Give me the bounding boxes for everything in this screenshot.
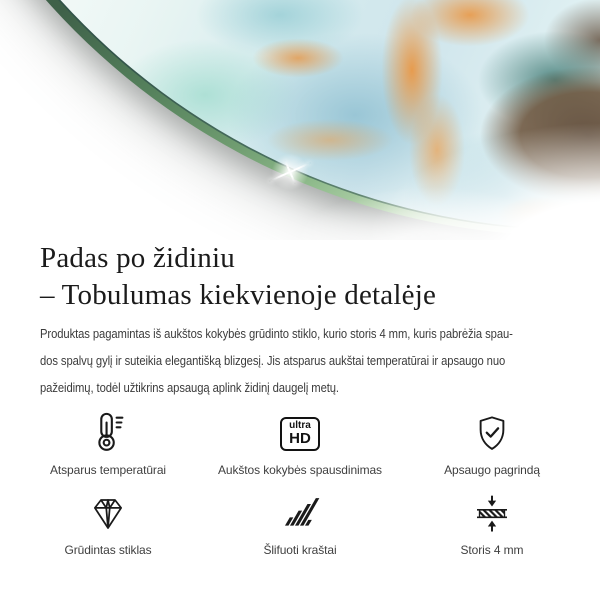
polished-edges-icon	[280, 490, 320, 538]
feature-label: Storis 4 mm	[460, 543, 524, 557]
feature-item	[50, 410, 166, 478]
page-title	[40, 240, 600, 314]
feature-label: Grūdintas stiklas	[64, 543, 152, 557]
product-photo	[0, 0, 600, 240]
feature-item	[65, 490, 152, 558]
feature-item	[461, 490, 524, 558]
page-title-line2: – Tobulumas kiekvienoje detalėje	[40, 279, 437, 311]
feature-label: Šlifuoti kraštai	[263, 543, 337, 557]
description-line: dos spalvų gylį ir suteikia elegantišką blizgesį. Jis atsparus aukštai temperatūrai ir apsaugo nuo	[40, 354, 506, 368]
feature-grid	[20, 410, 580, 558]
feature-label: Atsparus temperatūrai	[50, 463, 166, 477]
shield-check-icon	[471, 410, 513, 458]
description-line: pažeidimų, todėl užtikrins apsaugą aplink židinį daugelį metų.	[40, 381, 339, 395]
page-title-line1: Padas po židiniu	[40, 242, 235, 274]
ultra-hd-icon: ultra HD	[280, 410, 320, 458]
description-line: Produktas pagamintas iš aukštos kokybės grūdinto stiklo, kurio storis 4 mm, kuris pabrėžia spau-	[40, 327, 513, 341]
feature-label: Aukštos kokybės spausdinimas	[218, 463, 382, 477]
product-description	[40, 321, 598, 402]
feature-label: Apsaugo pagrindą	[444, 463, 540, 477]
feature-item	[263, 490, 336, 558]
photo-fade	[0, 0, 600, 240]
thickness-icon	[472, 490, 512, 538]
thermometer-icon	[85, 410, 131, 458]
diamond-icon	[87, 490, 129, 538]
feature-item	[444, 410, 540, 478]
feature-item	[218, 410, 382, 478]
